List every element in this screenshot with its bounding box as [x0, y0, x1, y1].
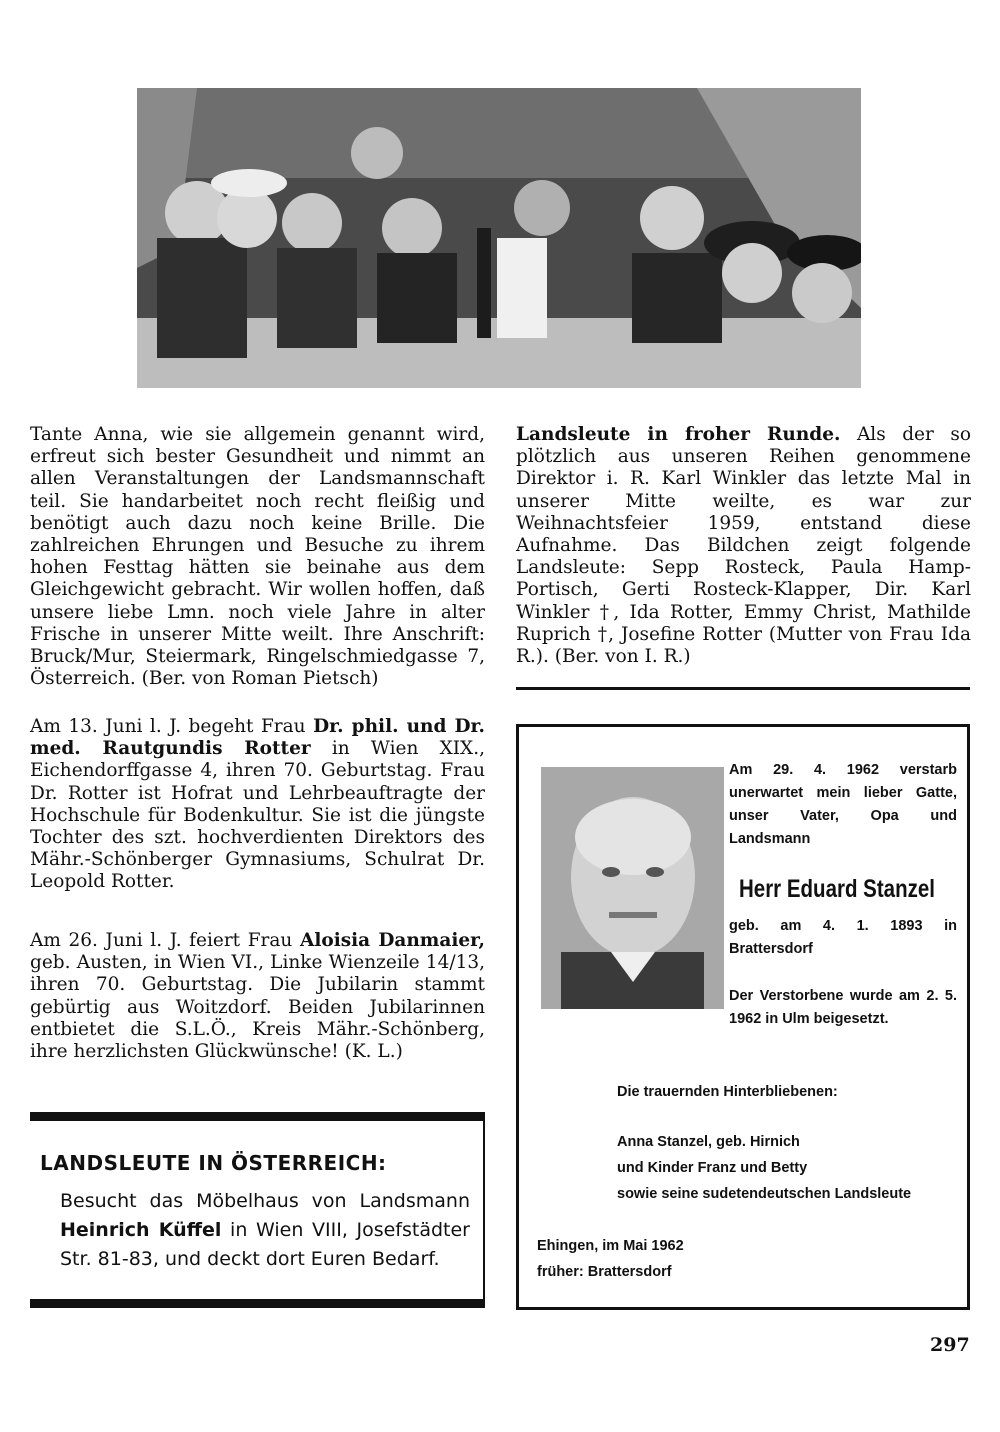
- portrait-image: [541, 767, 724, 1009]
- group-photo-image: [137, 88, 861, 388]
- article-body: geb. Austen, in Wien VI., Linke Wienzeile 14/13, ihren 70. Geburtstag. Die Jubilarin stammt gebürtig aus Woitzdorf. Beiden Jubilarinnen entbietet die S.L.Ö., Kreis Mähr.-Schönberg, ihre herzlichsten Glückwünsche! (K. L.): [30, 952, 485, 1063]
- mourner-name: Anna Stanzel,: [617, 1134, 713, 1150]
- mourner-line-1: [617, 1131, 800, 1154]
- article-aloisia-danmaier: [30, 930, 485, 1063]
- mourner-maiden-name: geb. Hirnich: [712, 1134, 800, 1150]
- ad-name: Heinrich Küffel: [60, 1219, 222, 1241]
- article-body: in Wien XIX., Eichendorffgasse 4, ihren 70. Geburtstag. Frau Dr. Rotter ist Hofrat und Lehrbeauftragte der Hochschule für Bodenkultur. Sie ist die jüngste Tochter des szt. hochverdienten Direktors des Mähr.-Schönberger Gymnasiums, Schulrat Dr. Leopold Rotter.: [30, 738, 485, 893]
- deceased-name: Herr Eduard Stanzel: [739, 875, 935, 903]
- mourner-text: und Kinder: [617, 1160, 698, 1176]
- article-intro: Am 13. Juni l. J. begeht Frau: [30, 716, 314, 737]
- mourners-heading: Die trauernden Hinterbliebenen:: [617, 1084, 838, 1100]
- article-intro: Am 26. Juni l. J. feiert Frau: [30, 930, 300, 951]
- honoree-name: Dr. phil. und Dr. med. Rautgundis Rotter: [30, 716, 485, 760]
- child-name: Franz: [697, 1160, 737, 1176]
- portrait-photo: [541, 767, 724, 1009]
- article-body: Als der so plötzlich aus unseren Reihen genommene Direktor i. R. Karl Winkler das letzte Mal in unserer Mitte weilte, es war zur Weihnachtsfeier 1959, entstand diese Aufnahme. Das Bildchen zeigt folgende Landsleute: Sepp Rosteck, Paula Hamp-Portisch, Gerti Rosteck-Klapper, Dir. Karl Winkler †, Ida Rotter, Emmy Christ, Mathilde Ruprich †, Josefine Rotter (Mutter von Frau Ida R.). (Ber. von I. R.): [516, 424, 971, 668]
- group-photo: [137, 88, 861, 388]
- ad-text-b: in Wien VIII, Josefstädter Str. 81-83, und deckt dort Euren Bedarf.: [60, 1219, 470, 1270]
- ad-body: [60, 1187, 470, 1274]
- honoree-name: Aloisia Danmaier,: [299, 930, 485, 951]
- child-name: Betty: [770, 1160, 808, 1176]
- obituary-former-home: früher: Brattersdorf: [537, 1264, 672, 1280]
- ad-heading: LANDSLEUTE IN ÖSTERREICH:: [40, 1151, 387, 1175]
- page-number: 297: [930, 1334, 970, 1356]
- advertisement-box: [30, 1112, 485, 1308]
- mourner-line-2: [617, 1157, 807, 1180]
- obituary-box: [516, 724, 970, 1310]
- column-rule: [516, 687, 970, 690]
- ad-text-a: Besucht das Möbelhaus von Landsmann: [60, 1190, 470, 1212]
- article-rautgundis-rotter: [30, 716, 485, 894]
- article-landsleute-in-froher-runde: [516, 424, 971, 668]
- article-heading: Landsleute in froher Runde.: [516, 424, 841, 445]
- burial-info: Der Verstorbene wurde am 2. 5. 1962 in Ulm beigesetzt.: [729, 988, 957, 1027]
- mourner-text: und: [736, 1160, 771, 1176]
- obituary-intro: Am 29. 4. 1962 verstarb unerwartet mein lieber Gatte, unser Vater, Opa und Landsmann: [729, 762, 957, 847]
- article-tante-anna: Tante Anna, wie sie allgemein genannt wird, erfreut sich bester Gesundheit und nimmt an allen Veranstaltungen der Landsmannschaft teil. Sie handarbeitet noch recht fleißig und benötigt auch dazu noch keine Brille. Die zahlreichen Ehrungen und Besuche zu ihrem hohen Festtag hätten sie beinahe aus dem Gleichgewicht gebracht. Wir wollen hoffen, daß unsere liebe Lmn. noch viele Jahre in alter Frische in unserer Mitte weilt. Ihre Anschrift: Bruck/Mur, Steiermark, Ringelschmiedgasse 7, Österreich. (Ber. von Roman Pietsch): [30, 424, 485, 690]
- mourner-line-3: sowie seine sudetendeutschen Landsleute: [617, 1186, 912, 1202]
- birth-info: geb. am 4. 1. 1893 in Brattersdorf: [729, 918, 957, 957]
- obituary-place-date: Ehingen, im Mai 1962: [537, 1238, 684, 1254]
